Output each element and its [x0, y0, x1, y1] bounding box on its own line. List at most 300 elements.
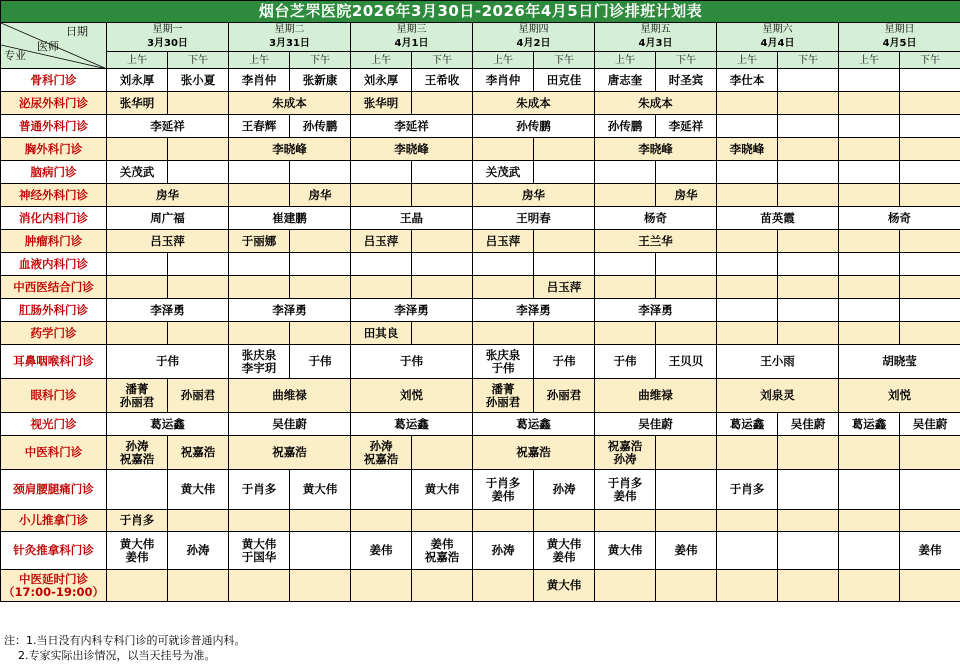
schedule-row: [1, 436, 960, 470]
schedule-cell: [595, 92, 717, 115]
schedule-cell: [595, 379, 717, 413]
schedule-cell: [900, 92, 960, 115]
schedule-cell: [595, 570, 656, 602]
schedule-cell: [473, 253, 534, 276]
schedule-cell: [351, 115, 473, 138]
doctor-name: 孙丽君: [180, 388, 216, 402]
schedule-row: [1, 115, 960, 138]
doctor-name: 李延祥: [668, 118, 704, 133]
schedule-cell: [656, 436, 717, 470]
schedule-cell: [656, 115, 717, 138]
schedule-cell: [412, 230, 473, 253]
schedule-cell: [351, 345, 473, 379]
schedule-cell: [351, 253, 412, 276]
schedule-cell: [412, 69, 473, 92]
day-header-thu: 星期四 4月2日: [473, 23, 595, 52]
schedule-cell: [595, 207, 717, 230]
schedule-cell: [168, 379, 229, 413]
doctor-name: 潘菁 孙丽君: [119, 381, 155, 409]
schedule-cell: [351, 92, 412, 115]
schedule-cell: [900, 230, 960, 253]
schedule-cell: [656, 532, 717, 570]
doctor-name: 于肖多: [119, 513, 155, 527]
schedule-cell: [168, 510, 229, 532]
doctor-name: 唐志奎: [607, 72, 643, 87]
doctor-name: 李晓峰: [394, 141, 429, 156]
schedule-cell: [656, 345, 717, 379]
dept-label: 肛肠外科门诊: [1, 299, 107, 322]
schedule-cell: [168, 253, 229, 276]
schedule-cell: [595, 138, 717, 161]
schedule-cell: [168, 570, 229, 602]
footnotes: [4, 633, 246, 663]
header-am: 上午: [473, 52, 534, 69]
schedule-cell: [534, 322, 595, 345]
schedule-cell: [778, 276, 839, 299]
schedule-cell: [839, 230, 900, 253]
schedule-cell: [107, 470, 168, 510]
doctor-name: 李晓峰: [272, 141, 307, 156]
schedule-cell: [778, 115, 839, 138]
doctor-name: 张小夏: [180, 72, 216, 87]
doctor-name: 黄大伟: [180, 482, 216, 496]
schedule-cell: [778, 138, 839, 161]
schedule-cell: [229, 299, 351, 322]
schedule-cell: [839, 253, 900, 276]
doctor-name: 李延祥: [394, 118, 429, 133]
schedule-cell: [717, 510, 778, 532]
schedule-cell: [595, 470, 656, 510]
schedule-cell: [534, 276, 595, 299]
schedule-cell: [900, 69, 960, 92]
schedule-cell: [229, 184, 290, 207]
schedule-cell: [473, 510, 534, 532]
dept-label: 眼科门诊: [1, 379, 107, 413]
schedule-cell: [717, 138, 778, 161]
schedule-cell: [839, 69, 900, 92]
dept-label: 颈肩腰腿痛门诊: [1, 470, 107, 510]
schedule-cell: [412, 510, 473, 532]
doctor-name: 姜伟: [369, 543, 393, 557]
schedule-cell: [290, 115, 351, 138]
header-pm: 下午: [656, 52, 717, 69]
doctor-name: 于肖多: [241, 482, 277, 496]
schedule-cell: [595, 345, 656, 379]
schedule-cell: [351, 276, 412, 299]
schedule-cell: [290, 230, 351, 253]
schedule-cell: [717, 230, 778, 253]
schedule-cell: [595, 276, 656, 299]
schedule-cell: [656, 161, 717, 184]
doctor-name: 田克佳: [546, 72, 582, 87]
doctor-name: 刘悦: [400, 388, 423, 402]
dept-label: 骨科门诊: [1, 69, 107, 92]
schedule-cell: [412, 161, 473, 184]
schedule-row: [1, 299, 960, 322]
schedule-cell: [107, 92, 168, 115]
schedule-cell: [717, 470, 778, 510]
doctor-name: 黄大伟 姜伟: [119, 536, 155, 564]
doctor-name: 于肖多: [729, 482, 765, 496]
doctor-name: 于伟: [308, 354, 332, 368]
schedule-cell: [473, 230, 534, 253]
doctor-name: 黄大伟: [424, 482, 460, 496]
schedule-cell: [473, 570, 534, 602]
schedule-cell: [290, 570, 351, 602]
doctor-name: 房华: [674, 187, 698, 202]
doctor-name: 吕玉萍: [363, 233, 399, 248]
schedule-cell: [595, 299, 717, 322]
schedule-row: [1, 470, 960, 510]
schedule-row: [1, 253, 960, 276]
schedule-cell: [839, 299, 900, 322]
doctor-name: 葛运鑫: [150, 416, 185, 431]
header-am: 上午: [595, 52, 656, 69]
schedule-row: [1, 69, 960, 92]
schedule-cell: [229, 69, 290, 92]
schedule-cell: [351, 184, 412, 207]
doctor-name: 朱成本: [516, 95, 551, 110]
schedule-cell: [595, 184, 656, 207]
schedule-cell: [351, 299, 473, 322]
schedule-cell: [900, 138, 960, 161]
schedule-cell: [778, 532, 839, 570]
schedule-cell: [839, 322, 900, 345]
doctor-name: 李泽勇: [394, 302, 429, 317]
schedule-cell: [229, 207, 351, 230]
dept-label: 针灸推拿科门诊: [1, 532, 107, 570]
schedule-cell: [839, 92, 900, 115]
schedule-cell: [839, 436, 900, 470]
schedule-cell: [778, 161, 839, 184]
schedule-cell: [778, 184, 839, 207]
schedule-row: [1, 379, 960, 413]
dept-label: 药学门诊: [1, 322, 107, 345]
schedule-row: [1, 322, 960, 345]
schedule-cell: [351, 161, 412, 184]
doctor-name: 黄大伟: [546, 578, 582, 592]
schedule-cell: [107, 510, 168, 532]
day-header-tue: 星期二 3月31日: [229, 23, 351, 52]
schedule-cell: [290, 69, 351, 92]
doctor-name: 祝嘉浩: [272, 445, 307, 459]
schedule-cell: [900, 532, 960, 570]
dept-label: 神经外科门诊: [1, 184, 107, 207]
doctor-name: 刘悦: [888, 388, 912, 402]
schedule-cell: [839, 184, 900, 207]
doctor-name: 房华: [308, 187, 332, 202]
day-header-sun: 星期日 4月5日: [839, 23, 960, 52]
schedule-cell: [412, 276, 473, 299]
schedule-cell: [534, 570, 595, 602]
doctor-name: 张华明: [119, 95, 155, 110]
schedule-row: [1, 413, 960, 436]
schedule-cell: [290, 253, 351, 276]
dept-label: 视光门诊: [1, 413, 107, 436]
doctor-name: 葛运鑫: [851, 416, 887, 431]
schedule-cell: [290, 510, 351, 532]
schedule-cell: [473, 69, 534, 92]
doctor-name: 孙涛: [491, 543, 515, 557]
schedule-cell: [656, 69, 717, 92]
schedule-cell: [534, 161, 595, 184]
doctor-name: 刘永厚: [119, 72, 155, 87]
schedule-cell: [717, 413, 778, 436]
schedule-cell: [229, 470, 290, 510]
doctor-name: 李晓峰: [638, 141, 673, 156]
header-am: 上午: [351, 52, 412, 69]
doctor-name: 田其良: [363, 325, 399, 340]
doctor-name: 于肖多 姜伟: [607, 475, 643, 503]
dept-label: 中西医结合门诊: [1, 276, 107, 299]
schedule-cell: [717, 570, 778, 602]
schedule-cell: [473, 322, 534, 345]
schedule-row: [1, 345, 960, 379]
schedule-cell: [900, 436, 960, 470]
doctor-name: 黄大伟 姜伟: [546, 536, 582, 564]
schedule-cell: [900, 470, 960, 510]
doctor-name: 关茂武: [119, 164, 155, 179]
schedule-cell: [534, 470, 595, 510]
schedule-cell: [778, 92, 839, 115]
doctor-name: 曲维禄: [638, 388, 673, 402]
schedule-cell: [473, 276, 534, 299]
schedule-cell: [900, 115, 960, 138]
schedule-cell: [107, 138, 168, 161]
doctor-name: 吕玉萍: [485, 233, 521, 248]
schedule-cell: [229, 92, 351, 115]
dept-label: 中医延时门诊（17:00-19:00）: [1, 570, 107, 602]
schedule-cell: [473, 379, 534, 413]
dept-label: 小儿推拿门诊: [1, 510, 107, 532]
schedule-cell: [473, 299, 595, 322]
schedule-cell: [778, 69, 839, 92]
schedule-cell: [412, 532, 473, 570]
schedule-cell: [900, 161, 960, 184]
doctor-name: 于伟: [552, 354, 576, 368]
doctor-name: 姜伟: [918, 543, 942, 557]
doctor-name: 房华: [156, 187, 179, 202]
doctor-name: 孙传鹏: [516, 118, 551, 133]
doctor-name: 朱成本: [272, 95, 307, 110]
schedule-cell: [229, 276, 290, 299]
schedule-cell: [717, 299, 778, 322]
schedule-cell: [473, 161, 534, 184]
schedule-cell: [717, 276, 778, 299]
footnote-1: 注：1.当日没有内科专科门诊的可就诊普通内科。: [4, 634, 246, 647]
schedule-cell: [595, 436, 656, 470]
doctor-name: 黄大伟 于国华: [241, 536, 277, 564]
schedule-cell: [656, 570, 717, 602]
dept-label: 泌尿外科门诊: [1, 92, 107, 115]
schedule-cell: [229, 570, 290, 602]
doctor-name: 姜伟 祝嘉浩: [424, 536, 460, 564]
schedule-cell: [839, 345, 960, 379]
schedule-cell: [595, 161, 656, 184]
schedule-cell: [717, 322, 778, 345]
schedule-cell: [473, 138, 534, 161]
doctor-name: 祝嘉浩: [516, 445, 551, 459]
schedule-cell: [778, 510, 839, 532]
doctor-name: 于伟: [400, 354, 423, 368]
schedule-cell: [290, 470, 351, 510]
schedule-cell: [717, 92, 778, 115]
doctor-name: 吕玉萍: [546, 279, 582, 294]
doctor-name: 李泽勇: [516, 302, 551, 317]
doctor-name: 张庆泉 于伟: [485, 347, 521, 375]
schedule-cell: [351, 436, 412, 470]
dept-label: 脑病门诊: [1, 161, 107, 184]
doctor-name: 张庆泉 李宇玥: [241, 347, 277, 375]
schedule-cell: [107, 115, 229, 138]
schedule-cell: [290, 161, 351, 184]
schedule-cell: [534, 230, 595, 253]
schedule-cell: [351, 470, 412, 510]
schedule-cell: [900, 322, 960, 345]
header-corner: [1, 23, 107, 69]
schedule-cell: [656, 184, 717, 207]
doctor-name: 周广福: [150, 210, 185, 225]
schedule-cell: [656, 322, 717, 345]
page-title: 烟台芝罘医院2026年3月30日-2026年4月5日门诊排班计划表: [1, 1, 960, 23]
doctor-name: 杨奇: [644, 210, 667, 225]
schedule-cell: [229, 436, 351, 470]
schedule-cell: [229, 161, 290, 184]
doctor-name: 李泽勇: [638, 302, 673, 317]
doctor-name: 王晶: [400, 210, 423, 225]
schedule-row: [1, 230, 960, 253]
doctor-name: 刘泉灵: [760, 388, 795, 402]
schedule-cell: [839, 207, 960, 230]
schedule-cell: [229, 379, 351, 413]
schedule-cell: [168, 532, 229, 570]
header-pm: 下午: [534, 52, 595, 69]
schedule-cell: [656, 470, 717, 510]
schedule-cell: [534, 138, 595, 161]
schedule-cell: [351, 322, 412, 345]
schedule-cell: [778, 470, 839, 510]
doctor-name: 胡晓莹: [882, 354, 917, 368]
schedule-cell: [595, 532, 656, 570]
schedule-cell: [107, 276, 168, 299]
schedule-cell: [168, 276, 229, 299]
header-am: 上午: [839, 52, 900, 69]
schedule-cell: [412, 184, 473, 207]
schedule-cell: [290, 184, 351, 207]
schedule-cell: [229, 322, 290, 345]
doctor-name: 吴佳蔚: [912, 416, 948, 431]
schedule-cell: [656, 510, 717, 532]
schedule-row: [1, 92, 960, 115]
doctor-name: 王小雨: [760, 354, 795, 368]
schedule-cell: [839, 115, 900, 138]
schedule-cell: [778, 413, 839, 436]
header-pm: 下午: [778, 52, 839, 69]
dept-label: 肿瘤科门诊: [1, 230, 107, 253]
schedule-cell: [473, 207, 595, 230]
header-pm: 下午: [290, 52, 351, 69]
doctor-name: 王春辉: [241, 118, 277, 133]
schedule-cell: [534, 510, 595, 532]
doctor-name: 姜伟: [674, 543, 698, 557]
schedule-row: [1, 276, 960, 299]
schedule-cell: [839, 510, 900, 532]
schedule-cell: [717, 207, 839, 230]
schedule-cell: [351, 230, 412, 253]
schedule-cell: [412, 436, 473, 470]
schedule-cell: [351, 207, 473, 230]
schedule-cell: [656, 276, 717, 299]
doctor-name: 于伟: [156, 354, 179, 368]
doctor-name: 孙涛 祝嘉浩: [119, 438, 155, 466]
schedule-cell: [595, 253, 656, 276]
schedule-cell: [290, 322, 351, 345]
schedule-cell: [534, 69, 595, 92]
schedule-cell: [900, 299, 960, 322]
doctor-name: 祝嘉浩 孙涛: [607, 438, 643, 466]
doctor-name: 苗英霞: [760, 210, 795, 225]
doctor-name: 朱成本: [638, 95, 673, 110]
doctor-name: 吴佳蔚: [272, 416, 307, 431]
schedule-cell: [229, 413, 351, 436]
schedule-cell: [534, 253, 595, 276]
schedule-cell: [595, 322, 656, 345]
schedule-cell: [229, 345, 290, 379]
schedule-row: [1, 138, 960, 161]
schedule-cell: [717, 253, 778, 276]
doctor-name: 孙传鹏: [607, 118, 643, 133]
header-pm: 下午: [168, 52, 229, 69]
schedule-cell: [900, 413, 960, 436]
schedule-cell: [107, 532, 168, 570]
day-header-sat: 星期六 4月4日: [717, 23, 839, 52]
day-header-mon: 星期一 3月30日: [107, 23, 229, 52]
doctor-name: 孙涛 祝嘉浩: [363, 438, 399, 466]
header-pm: 下午: [900, 52, 960, 69]
schedule-cell: [778, 230, 839, 253]
schedule-cell: [229, 230, 290, 253]
schedule-cell: [107, 184, 229, 207]
corner-doctor-label: 医师: [37, 40, 59, 53]
schedule-cell: [168, 138, 229, 161]
doctor-name: 黄大伟: [607, 543, 643, 557]
schedule-cell: [839, 138, 900, 161]
doctor-name: 孙传鹏: [302, 118, 338, 133]
schedule-cell: [229, 510, 290, 532]
doctor-name: 李泽勇: [150, 302, 185, 317]
schedule-cell: [107, 379, 168, 413]
doctor-name: 张华明: [363, 95, 399, 110]
doctor-name: 于伟: [613, 354, 637, 368]
schedule-cell: [473, 413, 595, 436]
schedule-cell: [595, 115, 656, 138]
schedule-cell: [839, 379, 960, 413]
schedule-cell: [534, 532, 595, 570]
schedule-cell: [717, 345, 839, 379]
schedule-cell: [107, 322, 168, 345]
schedule-cell: [412, 570, 473, 602]
schedule-cell: [717, 379, 839, 413]
header-am: 上午: [717, 52, 778, 69]
schedule-cell: [717, 184, 778, 207]
schedule-row: [1, 570, 960, 602]
schedule-cell: [351, 570, 412, 602]
schedule-cell: [351, 379, 473, 413]
schedule-cell: [412, 470, 473, 510]
schedule-cell: [168, 69, 229, 92]
schedule-row: [1, 532, 960, 570]
schedule-cell: [778, 299, 839, 322]
